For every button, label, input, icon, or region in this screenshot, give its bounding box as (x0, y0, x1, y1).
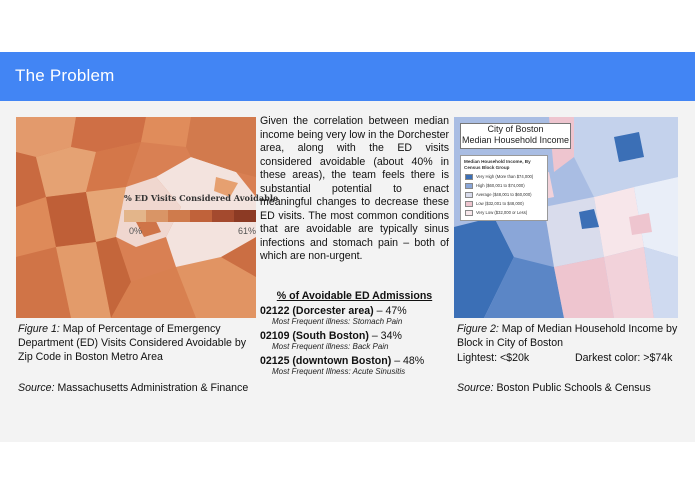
income-legend-title: Median Household Income, By Census Block Group (464, 159, 531, 170)
ed-visits-color-scale (124, 210, 256, 222)
income-legend-row (465, 201, 524, 207)
ed-visits-map (16, 117, 279, 318)
legend-swatch (465, 192, 473, 198)
legend-color-step (212, 210, 234, 222)
legend-color-step (234, 210, 256, 222)
ed-visits-legend-title: % ED Visits Considered Avoidable (124, 193, 279, 203)
income-range-high: Darkest color: >$74k (575, 352, 673, 364)
legend-color-step (146, 210, 168, 222)
list-item (260, 305, 455, 330)
income-map (454, 117, 678, 318)
admission-pct: – 48% (391, 355, 425, 367)
income-map-title (460, 123, 571, 149)
legend-row-label: High ($60,001 to $74,000) (476, 183, 525, 189)
ed-visits-legend (124, 193, 279, 243)
income-legend-row (465, 183, 525, 189)
income-legend-row (465, 192, 532, 198)
title-bar (0, 52, 695, 101)
legend-row-label: Average ($48,001 to $60,000) (476, 192, 532, 198)
legend-color-step (190, 210, 212, 222)
figure2-caption (457, 322, 687, 350)
figure2-source-text: Boston Public Schools & Census (493, 382, 651, 394)
figure1-source-text: Massachusetts Administration & Finance (54, 382, 249, 394)
figure2-caption-text: Map of Median Household Income by Block in City of Boston (457, 323, 678, 349)
admission-zip: 02109 (South Boston) (260, 330, 369, 342)
legend-swatch (465, 201, 473, 207)
income-range (457, 352, 682, 366)
legend-swatch (465, 210, 473, 216)
figure1-source (18, 382, 263, 394)
admission-pct: – 47% (373, 305, 407, 317)
figure1-caption-text: Map of Percentage of Emergency Department (ED) Visits Considered Avoidable by Zip Code in Boston Metro Area (18, 323, 247, 363)
income-legend-row (465, 174, 533, 180)
figure2-caption-label: Figure 2: (457, 323, 499, 335)
legend-row-label: Very High (More than $74,000) (476, 174, 534, 180)
income-legend (460, 155, 548, 221)
legend-color-step (168, 210, 190, 222)
income-range-low: Lightest: <$20k (457, 352, 530, 364)
admission-illness: Most Frequent illness: Back Pain (272, 342, 389, 351)
income-map-title-line1: City of Boston (487, 124, 544, 134)
figure1-source-label: Source: (18, 382, 55, 394)
figure1-caption-label: Figure 1: (18, 323, 60, 335)
legend-swatch (465, 183, 473, 189)
admissions-list (260, 305, 455, 380)
income-legend-row (465, 210, 527, 216)
admission-zip: 02122 (Dorcester area) (260, 305, 374, 317)
income-map-title-line2: Median Household Income (461, 135, 570, 145)
admission-illness: Most Frequent illness: Stomach Pain (272, 317, 403, 326)
legend-color-step (124, 210, 146, 222)
slide-title: The Problem (15, 66, 115, 85)
body-paragraph: Given the correlation between median income being very low in the Dorchester area, along with the ED visits considered avoidable (about 40% in these areas), the team feels there is substantial potential to enact meaningful changes to decrease these ED visits. The most common conditions that are avoidable are typically sinus infections and stomach pain – both of which are non-urgent. (260, 115, 449, 262)
figure2-source (457, 382, 682, 394)
ed-visits-legend-max: 61% (238, 226, 257, 236)
admissions-header: % of Avoidable ED Admissions (276, 290, 433, 302)
legend-row-label: Very Low ($32,000 or Less) (476, 210, 528, 216)
ed-visits-legend-min: 0% (129, 226, 143, 236)
admission-zip: 02125 (downtown Boston) (260, 355, 392, 367)
list-item (260, 355, 455, 380)
admission-illness: Most Frequent Illness: Acute Sinusitis (272, 367, 406, 376)
figure1-caption (18, 322, 263, 364)
legend-row-label: Low ($32,001 to $48,000) (476, 201, 524, 207)
list-item (260, 330, 455, 355)
figure2-source-label: Source: (457, 382, 494, 394)
legend-swatch (465, 174, 473, 180)
admission-pct: – 34% (368, 330, 402, 342)
